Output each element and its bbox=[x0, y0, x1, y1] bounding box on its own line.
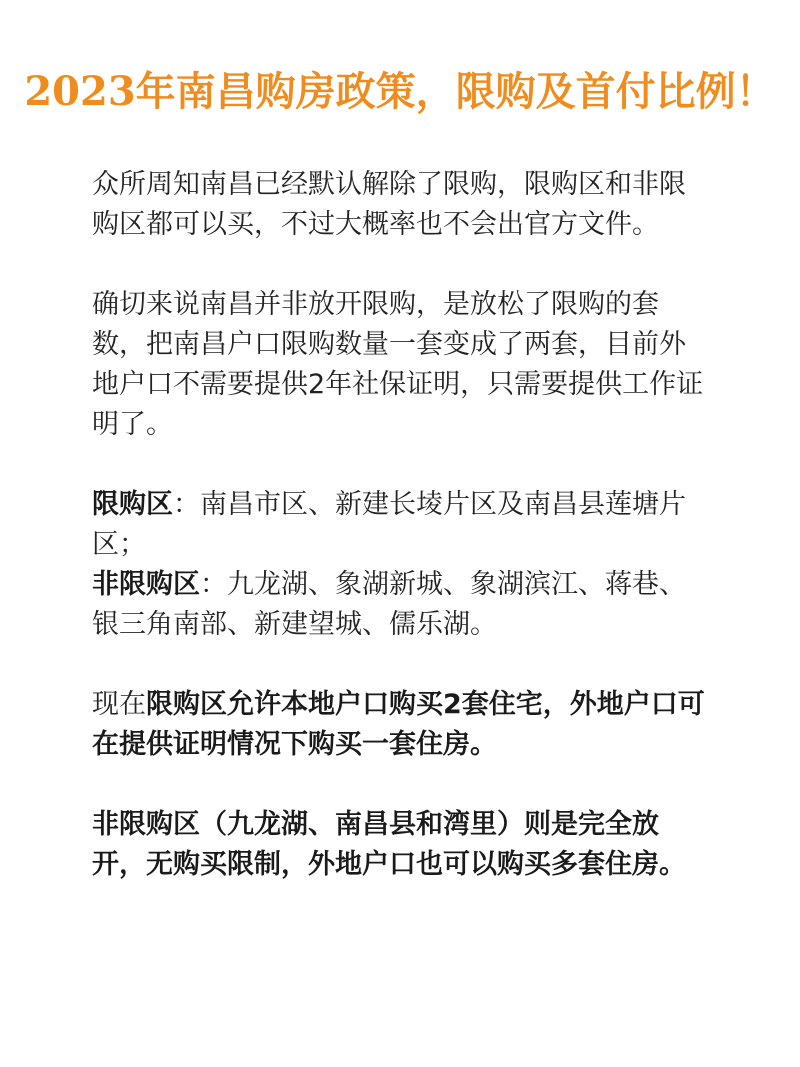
paragraph-gap bbox=[92, 445, 712, 485]
paragraph-unrestricted-zone bbox=[92, 565, 712, 645]
paragraph-gap bbox=[92, 645, 712, 685]
page-title: 2023年南昌购房政策，限购及首付比例！ bbox=[24, 68, 776, 115]
unrestricted-zone-label: 非限购区 bbox=[92, 569, 200, 600]
paragraph-unrestricted-rule: 非限购区（九龙湖、南昌县和湾里）则是完全放开，无购买限制，外地户口也可以购买多套住房。 bbox=[92, 809, 686, 880]
paragraph-gap bbox=[92, 245, 712, 285]
restricted-rule-text: 限购区允许本地户口购买2套住宅，外地户口可在提供证明情况下购买一套住房。 bbox=[92, 689, 705, 760]
paragraph-intro: 众所周知南昌已经默认解除了限购，限购区和非限购区都可以买，不过大概率也不会出官方文件。 bbox=[92, 169, 686, 240]
unrestricted-zone-text: ：九龙湖、象湖新城、象湖滨江、蒋巷、银三角南部、新建望城、儒乐湖。 bbox=[92, 569, 686, 640]
restricted-rule-prefix: 现在 bbox=[92, 689, 146, 720]
paragraph-restricted-rule bbox=[92, 685, 712, 765]
paragraph-policy-detail: 确切来说南昌并非放开限购，是放松了限购的套数，把南昌户口限购数量一套变成了两套，目前外地户口不需要提供2年社保证明，只需要提供工作证明了。 bbox=[92, 289, 704, 440]
paragraph-restricted-zone bbox=[92, 485, 712, 565]
article-body bbox=[92, 165, 712, 885]
paragraph-gap bbox=[92, 765, 712, 805]
restricted-zone-text: ：南昌市区、新建长堎片区及南昌县莲塘片区； bbox=[92, 489, 686, 560]
restricted-zone-label: 限购区 bbox=[92, 489, 173, 520]
